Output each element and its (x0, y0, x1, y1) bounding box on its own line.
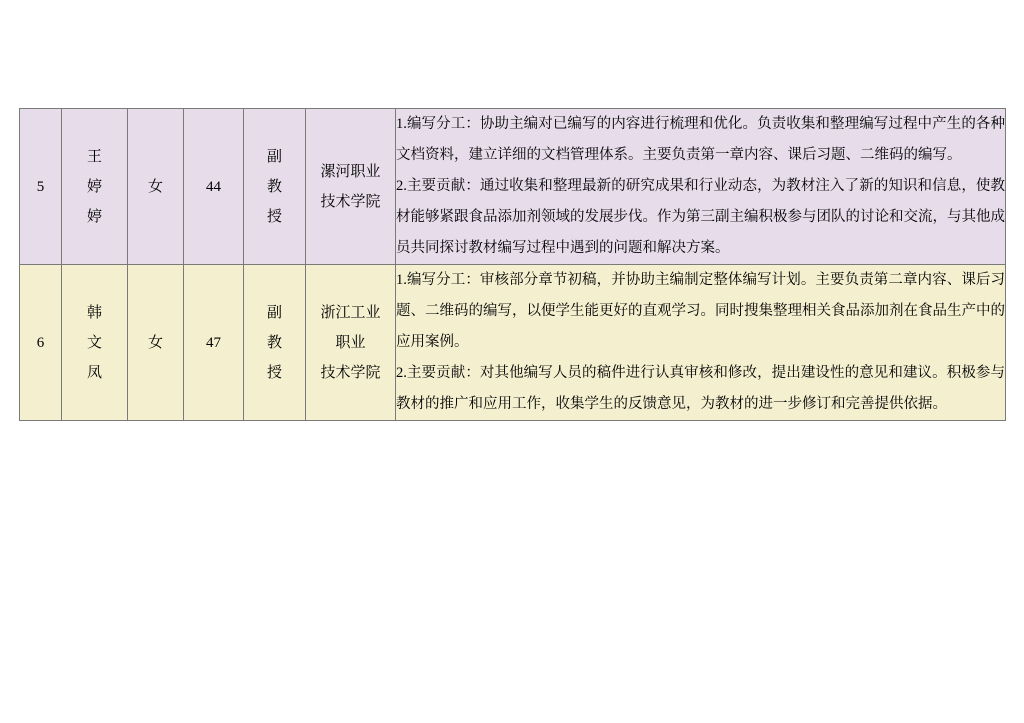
cell-organization (306, 265, 396, 421)
description-paragraph: 1.编写分工：协助主编对已编写的内容进行梳理和优化。负责收集和整理编写过程中产生的各种文档资料，建立详细的文档管理体系。主要负责第一章内容、课后习题、二维码的编写。 (396, 116, 1005, 163)
organization-line: 技术学院 (320, 364, 381, 381)
organization-line: 浙江工业 (320, 304, 381, 321)
cell-age: 44 (184, 109, 244, 265)
cell-name (62, 109, 128, 265)
cell-professional-title (244, 109, 306, 265)
title-char: 授 (266, 208, 282, 225)
title-char: 副 (266, 304, 282, 321)
organization-line: 漯河职业 (320, 163, 381, 180)
table-row (20, 265, 1006, 421)
cell-description (396, 109, 1006, 265)
organization-line: 职业 (335, 334, 366, 351)
description-paragraph: 1.编写分工：审核部分章节初稿，并协助主编制定整体编写计划。主要负责第二章内容、课后习题、二维码的编写，以便学生能更好的直观学习。同时搜集整理相关食品添加剂在食品生产中的应用案例。 (396, 272, 1005, 350)
cell-gender: 女 (128, 265, 184, 421)
cell-organization (306, 109, 396, 265)
title-char: 教 (266, 178, 282, 195)
name-char: 韩 (86, 304, 102, 321)
contributor-table (19, 108, 1006, 421)
cell-professional-title (244, 265, 306, 421)
table-row (20, 109, 1006, 265)
cell-name (62, 265, 128, 421)
name-char: 婷 (86, 178, 102, 195)
organization-line: 技术学院 (320, 193, 381, 210)
description-paragraph: 2.主要贡献：对其他编写人员的稿件进行认真审核和修改，提出建设性的意见和建议。积极参与教材的推广和应用工作，收集学生的反馈意见，为教材的进一步修订和完善提供依据。 (396, 365, 1005, 412)
cell-serial-number: 6 (20, 265, 62, 421)
cell-serial-number: 5 (20, 109, 62, 265)
title-char: 授 (266, 364, 282, 381)
name-char: 文 (86, 334, 102, 351)
name-char: 凤 (86, 364, 102, 381)
name-char: 王 (86, 148, 102, 165)
title-char: 副 (266, 148, 282, 165)
cell-gender: 女 (128, 109, 184, 265)
cell-description (396, 265, 1006, 421)
description-paragraph: 2.主要贡献：通过收集和整理最新的研究成果和行业动态，为教材注入了新的知识和信息，使教材能够紧跟食品添加剂领域的发展步伐。作为第三副主编积极参与团队的讨论和交流，与其他成员共同探讨教材编写过程中遇到的问题和解决方案。 (396, 178, 1005, 256)
title-char: 教 (266, 334, 282, 351)
cell-age: 47 (184, 265, 244, 421)
name-char: 婷 (86, 208, 102, 225)
